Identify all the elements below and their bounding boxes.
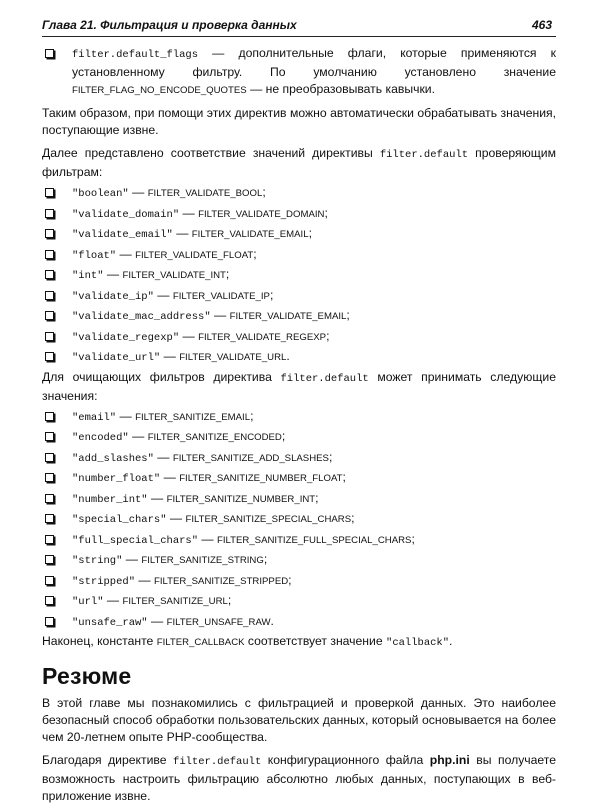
- filter-end: ;: [324, 205, 328, 220]
- filter-const: FILTER_SANITIZE_ADD_SLASHES: [172, 452, 329, 464]
- filter-list-item: [42, 408, 556, 429]
- filter-key: "validate_url": [72, 352, 161, 364]
- filter-key: "url": [72, 596, 104, 608]
- summary2-text-before: Благодаря директиве: [42, 753, 174, 767]
- filter-key: "encoded": [72, 432, 129, 444]
- summary2-text-middle: конфигурационного файла: [261, 753, 430, 767]
- filter-list-item: [42, 225, 556, 246]
- running-header: [42, 14, 556, 37]
- filter-list-item: [42, 348, 556, 369]
- filter-const: FILTER_SANITIZE_STRING: [141, 555, 264, 566]
- validate-text-after: проверяющим фильтрам:: [42, 146, 556, 179]
- filter-end: ;: [288, 572, 292, 587]
- em-dash: —: [116, 246, 136, 261]
- filter-list-item: [42, 307, 556, 328]
- filter-end: .: [286, 349, 290, 363]
- filter-list-item: [42, 572, 556, 593]
- bullet-square-icon: [45, 209, 54, 218]
- callback-const: FILTER_CALLBACK: [156, 637, 245, 648]
- bullet-square-icon: [45, 432, 54, 441]
- filter-end: ;: [227, 593, 232, 607]
- filter-end: ;: [281, 429, 286, 443]
- bullet-square-icon: [45, 49, 54, 58]
- filter-end: ;: [315, 490, 319, 505]
- callback-code: "callback": [386, 637, 450, 649]
- summary2-file: php.ini: [429, 753, 470, 767]
- filter-end: ;: [308, 226, 312, 240]
- paragraph-auto: Таким образом, при помощи этих директив можно автоматически обрабатывать значения, поступающие извне.: [42, 106, 556, 137]
- filter-const: FILTER_VALIDATE_DOMAIN: [198, 208, 325, 220]
- filter-end: ;: [328, 449, 333, 464]
- paragraph-validate: [42, 145, 556, 181]
- flags-text-before: — дополнительные флаги, которые применяются к установленному фильтру. По умолчанию установлено значение: [72, 46, 556, 79]
- filter-key: "validate_mac_address": [72, 311, 211, 323]
- bullet-square-icon: [45, 555, 54, 564]
- em-dash: —: [116, 408, 136, 423]
- filter-list-item: [42, 428, 556, 449]
- filter-key: "validate_ip": [72, 290, 154, 303]
- sanitize-text-before: Для очищающих фильтров директива: [42, 369, 281, 384]
- filter-key: "number_float": [72, 473, 161, 485]
- em-dash: —: [160, 349, 180, 363]
- em-dash: —: [153, 449, 173, 464]
- filter-key: "add_slashes": [72, 452, 154, 465]
- filter-key: "float": [72, 249, 117, 262]
- filter-const: FILTER_SANITIZE_NUMBER_INT: [166, 493, 316, 505]
- filter-end: ;: [411, 531, 415, 546]
- paragraph-sanitize: [42, 369, 556, 405]
- callback-text-after: .: [449, 634, 453, 648]
- filter-list-item: [42, 246, 556, 267]
- em-dash: —: [122, 552, 142, 566]
- em-dash: —: [103, 267, 123, 281]
- section-heading: Резюме: [42, 663, 132, 689]
- bullet-square-icon: [45, 494, 54, 503]
- em-dash: —: [103, 593, 123, 607]
- filter-list-item: [42, 490, 556, 511]
- flags-item: [42, 45, 556, 99]
- filter-const: FILTER_VALIDATE_INT: [122, 270, 226, 281]
- sanitize-code: filter.default: [280, 372, 369, 385]
- flags-code: filter.default_flags: [72, 49, 199, 61]
- filter-end: ;: [269, 287, 274, 302]
- filter-const: FILTER_VALIDATE_IP: [172, 290, 270, 302]
- bullet-square-icon: [45, 352, 54, 361]
- filter-key: "int": [72, 270, 104, 282]
- bullet-square-icon: [45, 576, 54, 585]
- em-dash: —: [198, 531, 217, 546]
- filter-const: FILTER_VALIDATE_URL: [179, 352, 287, 363]
- bullet-square-icon: [45, 188, 54, 197]
- bullet-square-icon: [45, 311, 54, 320]
- filter-list-item: [42, 613, 556, 634]
- bullet-square-icon: [45, 250, 54, 259]
- paragraph-callback: [42, 633, 556, 652]
- filter-key: "boolean": [72, 188, 129, 200]
- bullet-square-icon: [45, 473, 54, 482]
- filter-const: FILTER_SANITIZE_URL: [122, 596, 228, 607]
- filter-list-item: [42, 531, 556, 552]
- page-number: 463: [531, 18, 552, 32]
- book-page: [42, 14, 556, 811]
- sanitize-list: [42, 408, 556, 634]
- filter-const: FILTER_VALIDATE_REGEXP: [198, 331, 327, 343]
- bullet-square-icon: [45, 514, 54, 523]
- bullet-square-icon: [45, 535, 54, 544]
- bullet-square-icon: [45, 617, 54, 626]
- em-dash: —: [166, 511, 186, 525]
- em-dash: —: [128, 185, 148, 199]
- filter-key: "full_special_chars": [72, 534, 199, 547]
- bullet-square-icon: [45, 596, 54, 605]
- filter-list-item: [42, 205, 556, 226]
- filter-list-item: [42, 266, 556, 287]
- em-dash: —: [128, 429, 148, 443]
- filter-key: "stripped": [72, 575, 136, 588]
- filter-end: ;: [351, 511, 355, 525]
- summary-paragraph-2: [42, 752, 556, 805]
- em-dash: —: [160, 470, 180, 484]
- filter-end: ;: [342, 470, 346, 484]
- filter-const: FILTER_VALIDATE_EMAIL: [191, 229, 309, 240]
- filter-list-item: [42, 328, 556, 349]
- filter-key: "validate_email": [72, 229, 173, 241]
- em-dash: —: [172, 226, 192, 240]
- filter-end: ;: [346, 308, 350, 322]
- filter-const: FILTER_SANITIZE_SPECIAL_CHARS: [185, 514, 352, 525]
- bullet-square-icon: [45, 412, 54, 421]
- filter-key: "special_chars": [72, 514, 167, 526]
- filter-end: ;: [250, 408, 254, 423]
- chapter-title: Глава 21. Фильтрация и проверка данных: [42, 18, 297, 32]
- filter-const: FILTER_VALIDATE_EMAIL: [229, 311, 347, 322]
- em-dash: —: [179, 328, 199, 343]
- page-body: [42, 45, 556, 805]
- filter-end: ;: [253, 246, 257, 261]
- bullet-square-icon: [45, 229, 54, 238]
- bullet-square-icon: [45, 332, 54, 341]
- filter-end: ;: [225, 267, 230, 281]
- summary-paragraph-1: В этой главе мы познакомились с фильтрацией и проверкой данных. Это наиболее безопасный способ обработки пользовательских данных, который основывается на более чем 20-летнем опыте PHP-сообщества.: [42, 696, 556, 744]
- filter-list-item: [42, 592, 556, 613]
- filter-end: .: [270, 613, 274, 628]
- validate-code: filter.default: [379, 149, 469, 161]
- summary2-code: filter.default: [173, 756, 262, 768]
- filter-const: FILTER_SANITIZE_FULL_SPECIAL_CHARS: [217, 534, 412, 546]
- em-dash: —: [179, 205, 199, 220]
- filter-const: FILTER_SANITIZE_NUMBER_FLOAT: [179, 473, 343, 484]
- filter-key: "email": [72, 411, 117, 424]
- filter-key: "validate_domain": [72, 208, 180, 221]
- filter-key: "unsafe_raw": [72, 616, 148, 629]
- filter-list-item: [42, 449, 556, 470]
- filter-list-item: [42, 184, 556, 205]
- filter-key: "string": [72, 555, 123, 567]
- callback-text-before: Наконец, константе: [42, 634, 157, 648]
- filter-key: "number_int": [72, 493, 148, 506]
- em-dash: —: [147, 613, 167, 628]
- sanitize-text-after: может принимать следующие значения:: [42, 369, 556, 403]
- filter-list-item: [42, 510, 556, 531]
- flags-text-after: — не преобразовывать кавычки.: [246, 82, 435, 96]
- bullet-square-icon: [45, 453, 54, 462]
- filter-list-item: [42, 287, 556, 308]
- flags-const: FILTER_FLAG_NO_ENCODE_QUOTES: [72, 85, 247, 96]
- filter-const: FILTER_SANITIZE_STRIPPED: [153, 575, 289, 587]
- filter-list-item: [42, 469, 556, 490]
- filter-const: FILTER_VALIDATE_FLOAT: [135, 249, 254, 261]
- filter-key: "validate_regexp": [72, 331, 180, 344]
- filter-const: FILTER_SANITIZE_ENCODED: [147, 432, 282, 443]
- summary2-text-after: вы получаете возможность настроить фильтрацию абсолютно любых данных, поступающих в веб-приложение извне.: [42, 753, 557, 803]
- filter-list-item: [42, 551, 556, 572]
- callback-text-middle: соответствует значение: [244, 634, 387, 648]
- filter-end: ;: [326, 328, 330, 343]
- filter-end: ;: [263, 552, 268, 566]
- filter-const: FILTER_VALIDATE_BOOL: [147, 188, 263, 199]
- filter-const: FILTER_SANITIZE_EMAIL: [135, 411, 251, 423]
- em-dash: —: [210, 308, 230, 322]
- validate-text-before: Далее представлено соответствие значений директивы: [42, 146, 380, 160]
- em-dash: —: [147, 490, 167, 505]
- filter-end: ;: [262, 185, 266, 199]
- bullet-square-icon: [45, 270, 54, 279]
- bullet-square-icon: [45, 291, 54, 300]
- validate-list: [42, 184, 556, 369]
- em-dash: —: [153, 287, 173, 302]
- em-dash: —: [135, 572, 154, 587]
- filter-const: FILTER_UNSAFE_RAW: [166, 616, 271, 628]
